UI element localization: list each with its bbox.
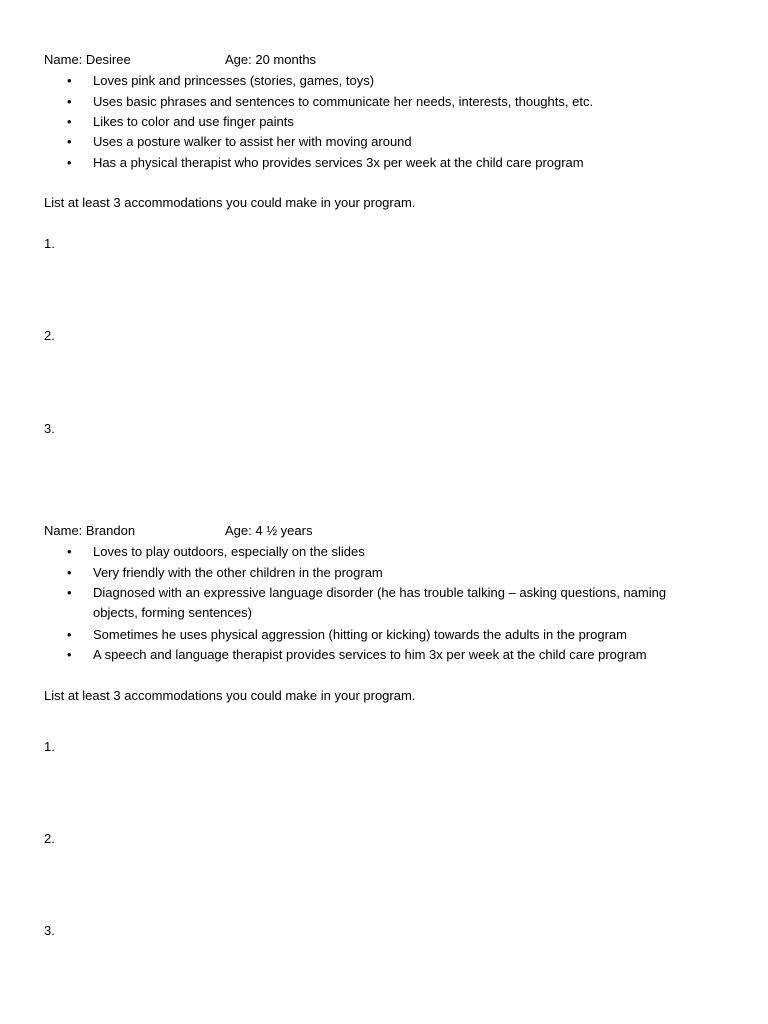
list-item: Very friendly with the other children in the program [93, 565, 383, 580]
list-item: Sometimes he uses physical aggression (hitting or kicking) towards the adults in the program [93, 627, 627, 642]
list-item: Likes to color and use finger paints [93, 114, 294, 129]
list-item: Has a physical therapist who provides services 3x per week at the child care program [93, 155, 584, 170]
bullet-icon: • [67, 544, 72, 559]
bullet-icon: • [67, 94, 72, 109]
child-name: Name: Brandon [44, 523, 136, 538]
answer-number: 1. [44, 236, 55, 251]
accommodations-prompt: List at least 3 accommodations you could make in your program. [44, 195, 416, 210]
bullet-icon: • [67, 73, 72, 88]
accommodations-prompt: List at least 3 accommodations you could make in your program. [44, 688, 416, 703]
child-name-line [44, 523, 313, 539]
bullet-icon: • [67, 114, 72, 129]
list-item: Diagnosed with an expressive language disorder (he has trouble talking – asking questions, naming objects, forming sentences) [93, 585, 667, 620]
list-item: Uses a posture walker to assist her with moving around [93, 134, 412, 149]
answer-number: 3. [44, 923, 55, 938]
bullet-icon: • [67, 627, 72, 642]
bullet-icon: • [67, 565, 72, 580]
list-item: Loves pink and princesses (stories, games, toys) [93, 73, 375, 88]
answer-number: 2. [44, 328, 55, 343]
child-name-line [44, 52, 317, 68]
answer-number: 2. [44, 831, 55, 846]
bullet-icon: • [67, 647, 72, 662]
child-age: Age: 4 ½ years [225, 523, 313, 538]
list-item: Uses basic phrases and sentences to communicate her needs, interests, thoughts, etc. [93, 94, 594, 109]
bullet-icon: • [67, 585, 72, 600]
list-item: A speech and language therapist provides services to him 3x per week at the child care program [93, 647, 647, 662]
list-item: Loves to play outdoors, especially on the slides [93, 544, 365, 559]
child-age: Age: 20 months [225, 52, 317, 67]
answer-number: 3. [44, 421, 55, 436]
answer-number: 1. [44, 739, 55, 754]
bullet-icon: • [67, 155, 72, 170]
bullet-icon: • [67, 134, 72, 149]
child-name: Name: Desiree [44, 52, 131, 67]
